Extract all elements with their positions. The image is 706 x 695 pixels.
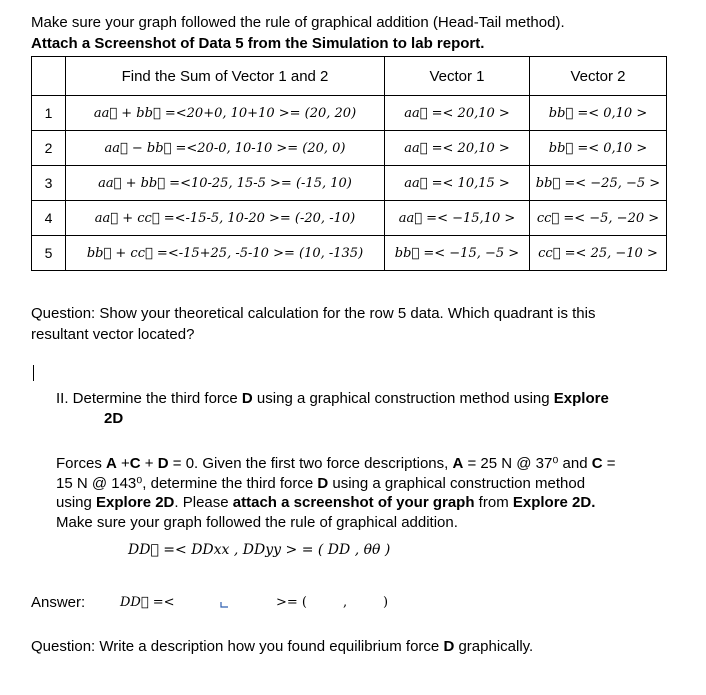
heading-explore: Explore bbox=[553, 390, 609, 407]
text: = 25 N @ 37⁰ and bbox=[463, 455, 592, 472]
force-c: C bbox=[129, 455, 141, 472]
row-number: 1 bbox=[32, 96, 66, 131]
force-d: D bbox=[157, 455, 169, 472]
header-sum: Find the Sum of Vector 1 and 2 bbox=[66, 57, 385, 96]
heading-text-2: using a graphical construction method using bbox=[252, 390, 554, 407]
table-row bbox=[32, 166, 667, 201]
text: from bbox=[474, 494, 513, 511]
text: = bbox=[602, 455, 616, 472]
forces-line-4: Make sure your graph followed the rule of graphical addition. bbox=[56, 514, 458, 531]
text: . Please bbox=[174, 494, 233, 511]
header-index bbox=[32, 57, 66, 96]
row-vector-1: aa⃗ =< 20,10 > bbox=[385, 131, 530, 166]
text: graphically. bbox=[454, 638, 534, 655]
force-a: A bbox=[106, 455, 117, 472]
force-d: D bbox=[317, 475, 329, 492]
row-vector-2: bb⃗ =< 0,10 > bbox=[530, 131, 667, 166]
text: + bbox=[116, 455, 130, 472]
row-vector-1: aa⃗ =< 20,10 > bbox=[385, 96, 530, 131]
table-row bbox=[32, 236, 667, 271]
row-number: 4 bbox=[32, 201, 66, 236]
answer-comma: , bbox=[343, 595, 348, 610]
text: 15 N @ 143⁰, determine the third force bbox=[56, 475, 318, 492]
force-d: D bbox=[443, 638, 455, 655]
forces-line-3 bbox=[56, 494, 595, 511]
text: Forces bbox=[56, 455, 107, 472]
row-sum: aa⃗ + cc⃗ =<-15-5, 10-20 >= (-20, -10) bbox=[66, 201, 385, 236]
row-vector-1: aa⃗ =< −15,10 > bbox=[385, 201, 530, 236]
row-sum: aa⃗ + bb⃗ =<10-25, 15-5 >= (-15, 10) bbox=[66, 166, 385, 201]
row-vector-2: bb⃗ =< 0,10 > bbox=[530, 96, 667, 131]
answer-label: Answer: bbox=[31, 594, 86, 611]
heading-force-d: D bbox=[241, 390, 253, 407]
explore-2d: Explore 2D. bbox=[512, 494, 596, 511]
row-number: 2 bbox=[32, 131, 66, 166]
table-row bbox=[32, 131, 667, 166]
forces-line-2 bbox=[56, 474, 585, 492]
row-sum: bb⃗ + cc⃗ =<-15+25, -5-10 >= (10, -135) bbox=[66, 236, 385, 271]
vector-table bbox=[31, 56, 667, 271]
row-sum: aa⃗ + bb⃗ =<20+0, 10+10 >= (20, 20) bbox=[66, 96, 385, 131]
header-vector-1: Vector 1 bbox=[385, 57, 530, 96]
placeholder-mark-icon bbox=[220, 600, 229, 609]
heading-text: II. Determine the third force bbox=[56, 390, 242, 407]
text: using a graphical construction method bbox=[328, 475, 586, 492]
force-c: C bbox=[591, 455, 603, 472]
table-row bbox=[32, 96, 667, 131]
section-2-heading bbox=[56, 390, 609, 407]
answer-prefix: DD⃗ =< bbox=[120, 595, 175, 610]
row-vector-1: bb⃗ =< −15, −5 > bbox=[385, 236, 530, 271]
answer-middle[interactable]: >= ( bbox=[276, 595, 307, 610]
row-number: 5 bbox=[32, 236, 66, 271]
row-vector-2: cc⃗ =< −5, −20 > bbox=[530, 201, 667, 236]
row-vector-1: aa⃗ =< 10,15 > bbox=[385, 166, 530, 201]
intro-line-2: Attach a Screenshot of Data 5 from the Simulation to lab report. bbox=[31, 35, 485, 52]
answer-close: ) bbox=[383, 595, 389, 610]
section-2-heading-2d: 2D bbox=[104, 410, 124, 427]
text-cursor[interactable] bbox=[33, 365, 34, 381]
row-vector-2: cc⃗ =< 25, −10 > bbox=[530, 236, 667, 271]
table-row bbox=[32, 201, 667, 236]
question-2 bbox=[31, 638, 533, 655]
forces-line-1 bbox=[56, 454, 616, 472]
force-a: A bbox=[452, 455, 464, 472]
d-formula: DD⃗ =< DDxx , DDyy > = ( DD , θθ ) bbox=[128, 542, 391, 558]
text: = 0. Given the first two force descriptions, bbox=[168, 455, 453, 472]
attach-screenshot: attach a screenshot of your graph bbox=[232, 494, 475, 511]
explore-2d: Explore 2D bbox=[96, 494, 175, 511]
question-1-line-1: Question: Show your theoretical calculation for the row 5 data. Which quadrant is this bbox=[31, 305, 596, 322]
row-vector-2: bb⃗ =< −25, −5 > bbox=[530, 166, 667, 201]
table-header-row bbox=[32, 57, 667, 96]
header-vector-2: Vector 2 bbox=[530, 57, 667, 96]
row-number: 3 bbox=[32, 166, 66, 201]
text: Question: Write a description how you found equilibrium force bbox=[31, 638, 444, 655]
intro-line-1: Make sure your graph followed the rule of graphical addition (Head-Tail method). bbox=[31, 14, 565, 31]
question-1-line-2: resultant vector located? bbox=[31, 326, 195, 343]
text: using bbox=[56, 494, 97, 511]
text: + bbox=[140, 455, 158, 472]
row-sum: aa⃗ − bb⃗ =<20-0, 10-10 >= (20, 0) bbox=[66, 131, 385, 166]
